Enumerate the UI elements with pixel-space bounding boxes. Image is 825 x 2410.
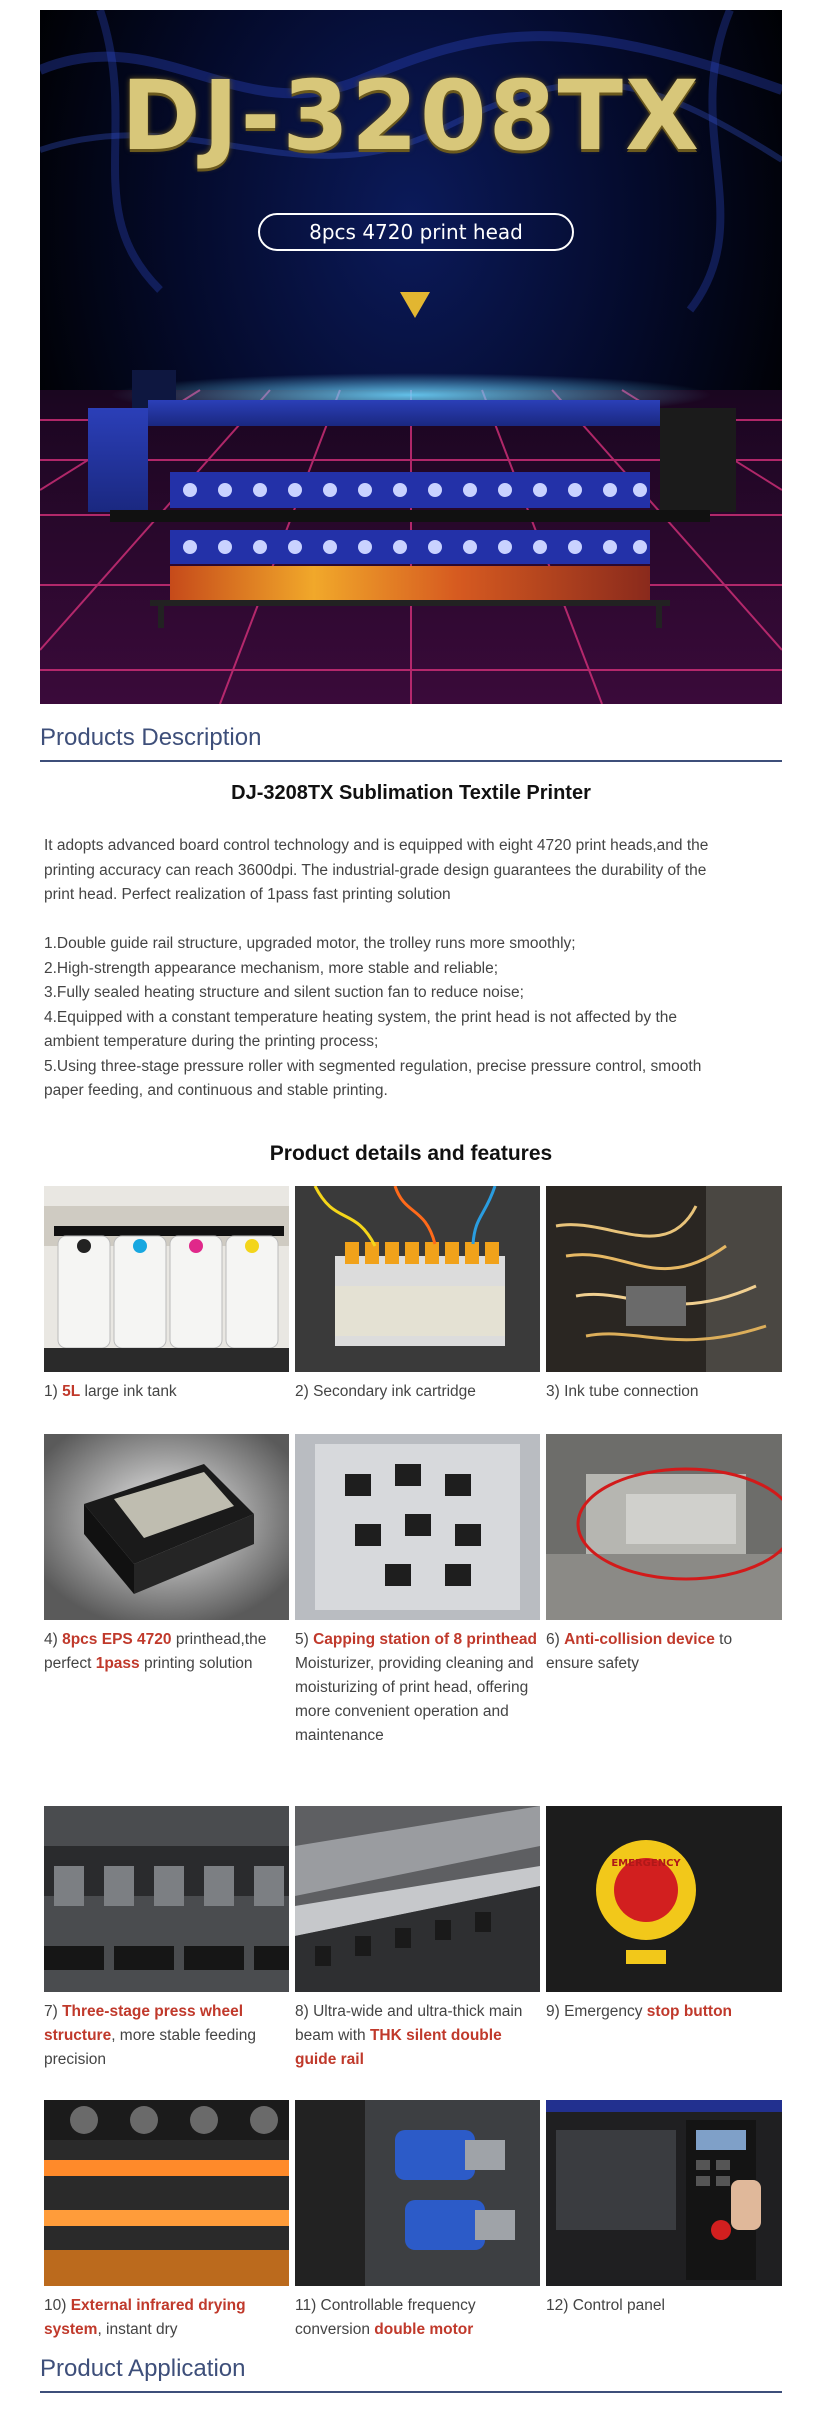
detail-caption [546, 2000, 782, 2024]
caption-text: printhead,the perfect [44, 1631, 267, 1672]
detail-item-guide-rail [295, 1806, 540, 2072]
caption-text: to ensure safety [546, 1631, 733, 1672]
drying-photo [44, 2100, 289, 2286]
detail-caption [295, 2294, 540, 2342]
product-title: DJ-3208TX Sublimation Textile Printer [231, 782, 591, 804]
caption-highlight: 1pass [95, 1655, 140, 1672]
ink-tube-photo [546, 1186, 782, 1372]
detail-item-capping [295, 1434, 540, 1748]
caption-highlight: double motor [374, 2321, 474, 2338]
caption-text: , more stable feeding precision [44, 2027, 256, 2068]
caption-text: 2) Secondary ink cartridge [295, 1383, 476, 1400]
caption-text: 6) [546, 1631, 565, 1648]
detail-caption [546, 2294, 782, 2318]
caption-highlight: Capping station of 8 printhead [313, 1631, 537, 1648]
detail-caption [295, 1628, 540, 1748]
caption-text: 12) Control panel [546, 2297, 665, 2314]
intro-line: It adopts advanced board control technology and is equipped with eight 4720 print heads,and the [44, 837, 709, 854]
caption-highlight: 8pcs EPS 4720 [62, 1631, 172, 1648]
detail-caption [44, 1380, 289, 1404]
caption-text: 8) Ultra-wide and ultra-thick main beam with [295, 2003, 523, 2044]
caption-text: Moisturizer, providing cleaning and moisturizing of print head, offering more convenient operation and maintenance [295, 1655, 534, 1744]
feature-line: 4.Equipped with a constant temperature heating system, the print head is not affected by the [44, 1008, 678, 1026]
caption-text: , instant dry [97, 2321, 178, 2338]
detail-caption [295, 1380, 540, 1404]
details-heading: Product details and features [269, 1142, 553, 1165]
detail-caption [546, 1380, 782, 1404]
detail-item-stop-button [546, 1806, 782, 2024]
capping-photo [295, 1434, 540, 1620]
detail-caption [44, 2000, 289, 2072]
feature-line: 1.Double guide rail structure, upgraded motor, the trolley runs more smoothly; [44, 935, 576, 952]
caption-text: printing solution [139, 1655, 253, 1672]
detail-item-drying [44, 2100, 289, 2342]
detail-caption [295, 2000, 540, 2072]
hero-pill: 8pcs 4720 print head [258, 213, 574, 251]
emergency-label: EMERGENCY [611, 1858, 681, 1869]
caption-text: 4) [44, 1631, 63, 1648]
motor-photo [295, 2100, 540, 2286]
caption-text: large ink tank [80, 1383, 177, 1400]
guide-rail-photo [295, 1806, 540, 1992]
intro-line: printing accuracy can reach 3600dpi. The industrial-grade design guarantees the durability of the [44, 861, 707, 879]
caption-text: 7) [44, 2003, 63, 2020]
detail-item-anti-collision [546, 1434, 782, 1676]
caption-text: 5) [295, 1631, 314, 1648]
feature-line: 5.Using three-stage pressure roller with segmented regulation, precise pressure control, smooth [44, 1057, 702, 1075]
detail-item-ink-tank [44, 1186, 289, 1404]
detail-item-cartridge [295, 1186, 540, 1404]
caption-highlight: 5L [62, 1383, 81, 1400]
hero-title: DJ-3208TX [121, 60, 701, 172]
feature-line: 3.Fully sealed heating structure and silent suction fan to reduce noise; [44, 984, 524, 1001]
cartridge-photo [295, 1186, 540, 1372]
detail-caption [44, 1628, 289, 1676]
product-description [44, 834, 784, 1104]
feature-line: ambient temperature during the printing process; [44, 1033, 379, 1050]
intro-line: print head. Perfect realization of 1pass fast printing solution [44, 886, 451, 903]
ink-tank-photo [44, 1186, 289, 1372]
caption-text: 11) Controllable frequency conversion [295, 2297, 476, 2338]
caption-text: 3) Ink tube connection [546, 1383, 699, 1400]
hero-banner [40, 10, 782, 704]
detail-item-press-wheel [44, 1806, 289, 2072]
detail-caption [44, 2294, 289, 2342]
printhead-photo [44, 1434, 289, 1620]
press-wheel-photo [44, 1806, 289, 1992]
anti-collision-photo [546, 1434, 782, 1620]
control-panel-photo [546, 2100, 782, 2286]
stop-button-photo [546, 1806, 782, 1992]
caption-highlight: THK silent double guide rail [295, 2027, 502, 2068]
section-heading-description: Products Description [40, 724, 782, 762]
caption-highlight: External infrared drying system [44, 2297, 246, 2338]
detail-item-printhead [44, 1434, 289, 1676]
page-content [40, 10, 782, 2382]
feature-line: paper feeding, and continuous and stable printing. [44, 1082, 388, 1099]
caption-text: 10) [44, 2297, 71, 2314]
caption-text: 1) [44, 1383, 63, 1400]
feature-line: 2.High-strength appearance mechanism, more stable and reliable; [44, 959, 499, 977]
caption-highlight: Anti-collision device [564, 1631, 715, 1648]
detail-item-motor [295, 2100, 540, 2342]
detail-caption [546, 1628, 782, 1676]
section-heading-application: Product Application [40, 2355, 782, 2393]
detail-item-control-panel [546, 2100, 782, 2318]
caption-highlight: stop button [646, 2003, 733, 2020]
detail-item-ink-tube [546, 1186, 782, 1404]
caption-text: 9) Emergency [546, 2003, 647, 2020]
caption-highlight: Three-stage press wheel structure [44, 2003, 244, 2044]
